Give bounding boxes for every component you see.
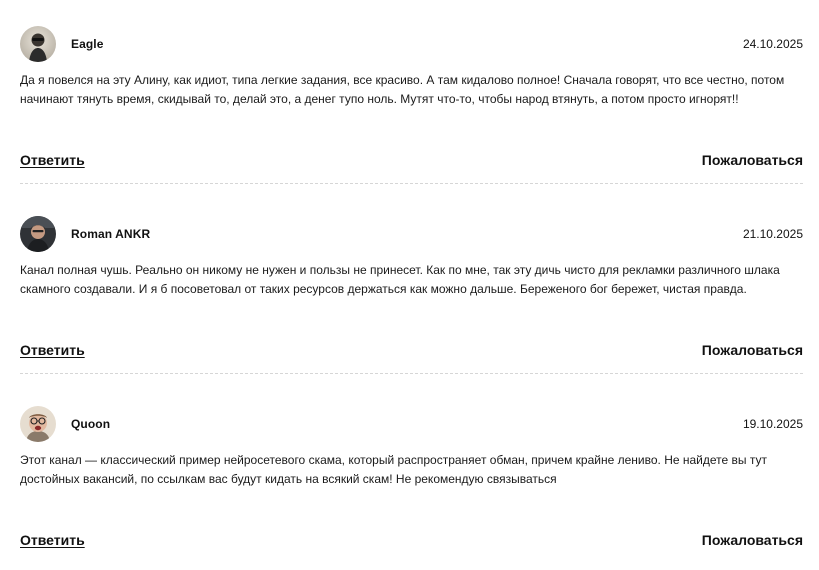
- comment-date: 21.10.2025: [742, 227, 803, 241]
- comment-text: Этот канал — классический пример нейросетевого скама, который распространяет обман, причем крайне лениво. Не найдете вы тут достойных вакансий, по ссылкам вас будут кидать на всякий скам! Не рекомендую связываться: [20, 453, 767, 487]
- avatar[interactable]: [20, 26, 56, 62]
- comment-text: Канал полная чушь. Реально он никому не нужен и пользы не принесет. Как по мне, так эту дичь чисто для рекламки различного шлака скамного создавали. И я б посоветовал от таких ресурсов держаться как можно дальше. Береженого бог бережет, чистая правда.: [20, 263, 780, 297]
- comment-date: 24.10.2025: [742, 37, 803, 51]
- report-link[interactable]: Пожаловаться: [701, 342, 803, 358]
- reply-link[interactable]: Ответить: [20, 152, 85, 168]
- user-avatar-icon: [20, 406, 56, 442]
- comment-divider: [20, 183, 803, 184]
- avatar[interactable]: [20, 406, 56, 442]
- comments-list: [20, 0, 803, 570]
- comment-author: Roman ANKR: [71, 227, 151, 241]
- comment-author: Quoon: [71, 417, 111, 431]
- reply-link[interactable]: Ответить: [20, 532, 85, 548]
- report-link[interactable]: Пожаловаться: [701, 532, 803, 548]
- user-avatar-icon: [20, 26, 56, 62]
- report-link[interactable]: Пожаловаться: [701, 152, 803, 168]
- avatar[interactable]: [20, 216, 56, 252]
- comment-author: Eagle: [71, 37, 104, 51]
- comment-date: 19.10.2025: [742, 417, 803, 431]
- comment-item: [20, 0, 803, 190]
- comment-divider: [20, 373, 803, 374]
- user-avatar-icon: [20, 216, 56, 252]
- reply-link[interactable]: Ответить: [20, 342, 85, 358]
- comment-item: [20, 190, 803, 380]
- comment-text: Да я повелся на эту Алину, как идиот, типа легкие задания, все красиво. А там кидалово полное! Сначала говорят, что все честно, потом начинают тянуть время, скидывай то, делай это, а денег тупо ноль. Мутят что-то, чтобы народ втянуть, а потом просто игнорят!!: [20, 73, 785, 107]
- comment-item: [20, 380, 803, 570]
